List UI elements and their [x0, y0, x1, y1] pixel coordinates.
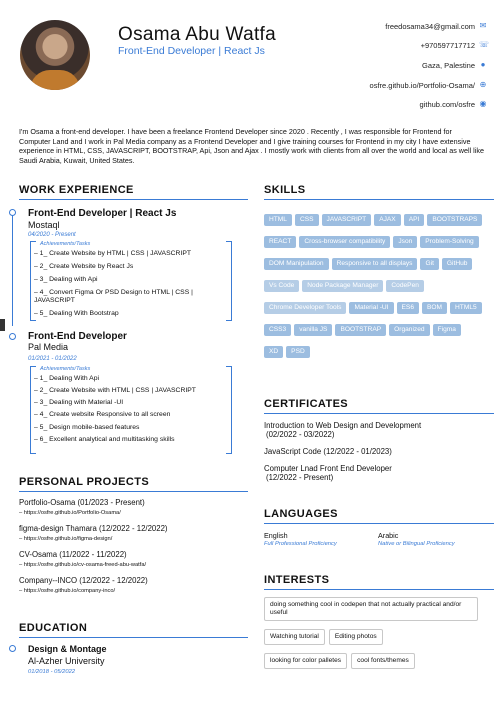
skill-chip: vanilla JS	[294, 324, 332, 336]
job-company: Mostaql	[28, 220, 60, 230]
certificate-date: (02/2022 - 03/2022)	[266, 430, 335, 439]
work-experience-divider	[19, 199, 248, 200]
job-title: Front-End Developer	[28, 331, 127, 342]
languages-divider	[264, 523, 494, 524]
languages-heading: LANGUAGES	[264, 508, 338, 520]
education-school: Al-Azher University	[28, 656, 105, 666]
language-level: Native or Bilingual Proficiency	[378, 541, 455, 547]
skill-chip: XD	[264, 346, 283, 358]
tasks-bracket-right	[226, 241, 232, 321]
work-experience-heading: WORK EXPERIENCE	[19, 184, 134, 196]
task-item: – 5_ Dealing With Bootstrap	[34, 310, 119, 317]
skills-list	[264, 208, 486, 362]
skill-chip: Vs Code	[264, 280, 299, 292]
location-icon: ●	[480, 60, 486, 69]
language-name: English	[264, 531, 288, 540]
profile-photo	[20, 20, 90, 90]
education-heading: EDUCATION	[19, 622, 88, 634]
achievements-label: Achievements/Tasks	[40, 366, 91, 372]
certificate-title: Introduction to Web Design and Development	[264, 421, 422, 430]
skills-heading: SKILLS	[264, 184, 306, 196]
skill-chip: Cross-browser compatibility	[299, 236, 390, 248]
skill-chip: Material -UI	[349, 302, 393, 314]
task-item: – 3_ Dealing with Api	[34, 276, 98, 283]
task-item: – 5_ Design mobile-based features	[34, 424, 140, 431]
link-icon: ⊕	[479, 80, 487, 89]
page-marker	[0, 319, 5, 331]
skill-chip: Responsive to all displays	[332, 258, 418, 270]
interest-item: Watching tutorial	[264, 629, 325, 645]
project-link[interactable]: – https://osfre.github.io/cv-osama-freed-abu-watfa/	[19, 562, 147, 568]
skill-chip: Chrome Developer Tools	[264, 302, 346, 314]
skill-chip: Git	[420, 258, 438, 270]
skill-chip: HTML	[264, 214, 292, 226]
contact-location: Gaza, Palestine	[422, 61, 475, 70]
projects-divider	[19, 491, 248, 492]
skill-chip: REACT	[264, 236, 296, 248]
skill-chip: DOM Manipulation	[264, 258, 329, 270]
interests-divider	[264, 589, 494, 590]
task-item: – 2_ Create Website with HTML | CSS | JAVASCRIPT	[34, 387, 196, 394]
certificates-heading: CERTIFICATES	[264, 398, 349, 410]
certificate-title: JavaScript Code (12/2022 - 01/2023)	[264, 447, 392, 456]
job-date: 01/2021 - 01/2022	[28, 356, 77, 362]
candidate-name: Osama Abu Watfa	[118, 24, 276, 45]
candidate-role: Front-End Developer | React Js	[118, 45, 265, 57]
certificate-title: Computer Lnad Front End Developer	[264, 464, 392, 473]
github-icon: ◉	[479, 99, 487, 108]
timeline-dot	[9, 333, 16, 340]
skill-chip: ES6	[397, 302, 419, 314]
certificate-date: (12/2022 - Present)	[266, 473, 334, 482]
interest-item: looking for color palletes	[264, 653, 347, 669]
project-link[interactable]: – https://osfre.github.io/company-inco/	[19, 588, 116, 594]
job-date: 04/2020 - Present	[28, 232, 76, 238]
skill-chip: CSS3	[264, 324, 291, 336]
skill-chip: Organized	[389, 324, 429, 336]
project-title: Portfolio-Osama (01/2023 - Present)	[19, 498, 145, 507]
summary-text: I'm Osama a front-end developer. I have been a freelance Frontend Developer since 2020 . Recently , I was responsible for Frontend for Computer Land and I work in Pal Media company as a Frontend Developer and I give training courses for Frontend in my city I have extensive experience in HTML, CSS, JAVASCRIPT, BOOTSTRAP, Api, Json and Ajax . I mostly work with clients from all over the world and local as well like Saudi Arabia, Kuwait, United States.	[19, 127, 484, 165]
job-company: Pal Media	[28, 342, 69, 352]
task-item: – 4_ Create website Responsive to all screen	[34, 411, 171, 418]
skill-chip: API	[404, 214, 425, 226]
skill-chip: Node Package Manager	[302, 280, 383, 292]
project-title: CV-Osama (11/2022 - 11/2022)	[19, 550, 127, 559]
achievements-label: Achievements/Tasks	[40, 241, 91, 247]
skill-chip: Figma	[433, 324, 461, 336]
email-icon: ✉	[479, 21, 487, 30]
skill-chip: Problem-Solving	[420, 236, 478, 248]
skill-chip: BOM	[422, 302, 447, 314]
education-date: 01/2018 - 05/2022	[28, 669, 76, 675]
task-item: – 1_ Create Website by HTML | CSS | JAVASCRIPT	[34, 250, 192, 257]
project-title: figma-design Thamara (12/2022 - 12/2022)	[19, 524, 168, 533]
tasks-bracket-right	[226, 366, 232, 454]
interest-item: doing something cool in codepen that not actually practical and/or useful	[264, 597, 478, 621]
skill-chip: Json	[393, 236, 417, 248]
timeline-dot	[9, 645, 16, 652]
skill-chip: GitHub	[442, 258, 473, 270]
job-title: Front-End Developer | React Js	[28, 208, 177, 219]
skill-chip: BOOTSTRAP	[335, 324, 386, 336]
language-level: Full Professional Proficiency	[264, 541, 337, 547]
task-item: – 3_ Dealing with Material -UI	[34, 399, 124, 406]
projects-heading: PERSONAL PROJECTS	[19, 476, 150, 488]
timeline-dot	[9, 209, 16, 216]
interest-item: cool fonts/themes	[351, 653, 415, 669]
interests-heading: INTERESTS	[264, 574, 330, 586]
contact-phone: +970597717712	[420, 41, 475, 50]
contact-email[interactable]: freedosama34@gmail.com	[385, 22, 475, 31]
timeline-line	[12, 214, 13, 326]
task-item: – 6_ Excellent analytical and multitasking skills	[34, 436, 175, 443]
skill-chip: CodePen	[386, 280, 424, 292]
task-item: – 1_ Dealing With Api	[34, 375, 99, 382]
project-link[interactable]: – https://osfre.github.io/Portfolio-Osama/	[19, 510, 121, 516]
skill-chip: AJAX	[374, 214, 401, 226]
interest-item: Editing photos	[329, 629, 383, 645]
contact-github[interactable]: github.com/osfre	[419, 100, 475, 109]
project-title: Company--INCO (12/2022 - 12/2022)	[19, 576, 148, 585]
education-divider	[19, 637, 248, 638]
project-link[interactable]: – https://osfre.github.io/figma-design/	[19, 536, 113, 542]
task-item: – 2_ Create Website by React Js	[34, 263, 134, 270]
task-item: – 4_ Convert Figma Or PSD Design to HTML | CSS | JAVASCRIPT	[34, 289, 193, 304]
certificates-divider	[264, 413, 494, 414]
education-degree: Design & Montage	[28, 644, 107, 654]
skills-divider	[264, 199, 494, 200]
skill-chip: CSS	[295, 214, 319, 226]
skill-chip: BOOTSTRAPS	[427, 214, 482, 226]
skill-chip: JAVASCRIPT	[322, 214, 372, 226]
phone-icon: ☏	[479, 40, 490, 49]
contact-portfolio[interactable]: osfre.github.io/Portfolio-Osama/	[369, 81, 475, 90]
skill-chip: HTML5	[450, 302, 482, 314]
skill-chip: PSD	[286, 346, 310, 358]
language-name: Arabic	[378, 531, 399, 540]
